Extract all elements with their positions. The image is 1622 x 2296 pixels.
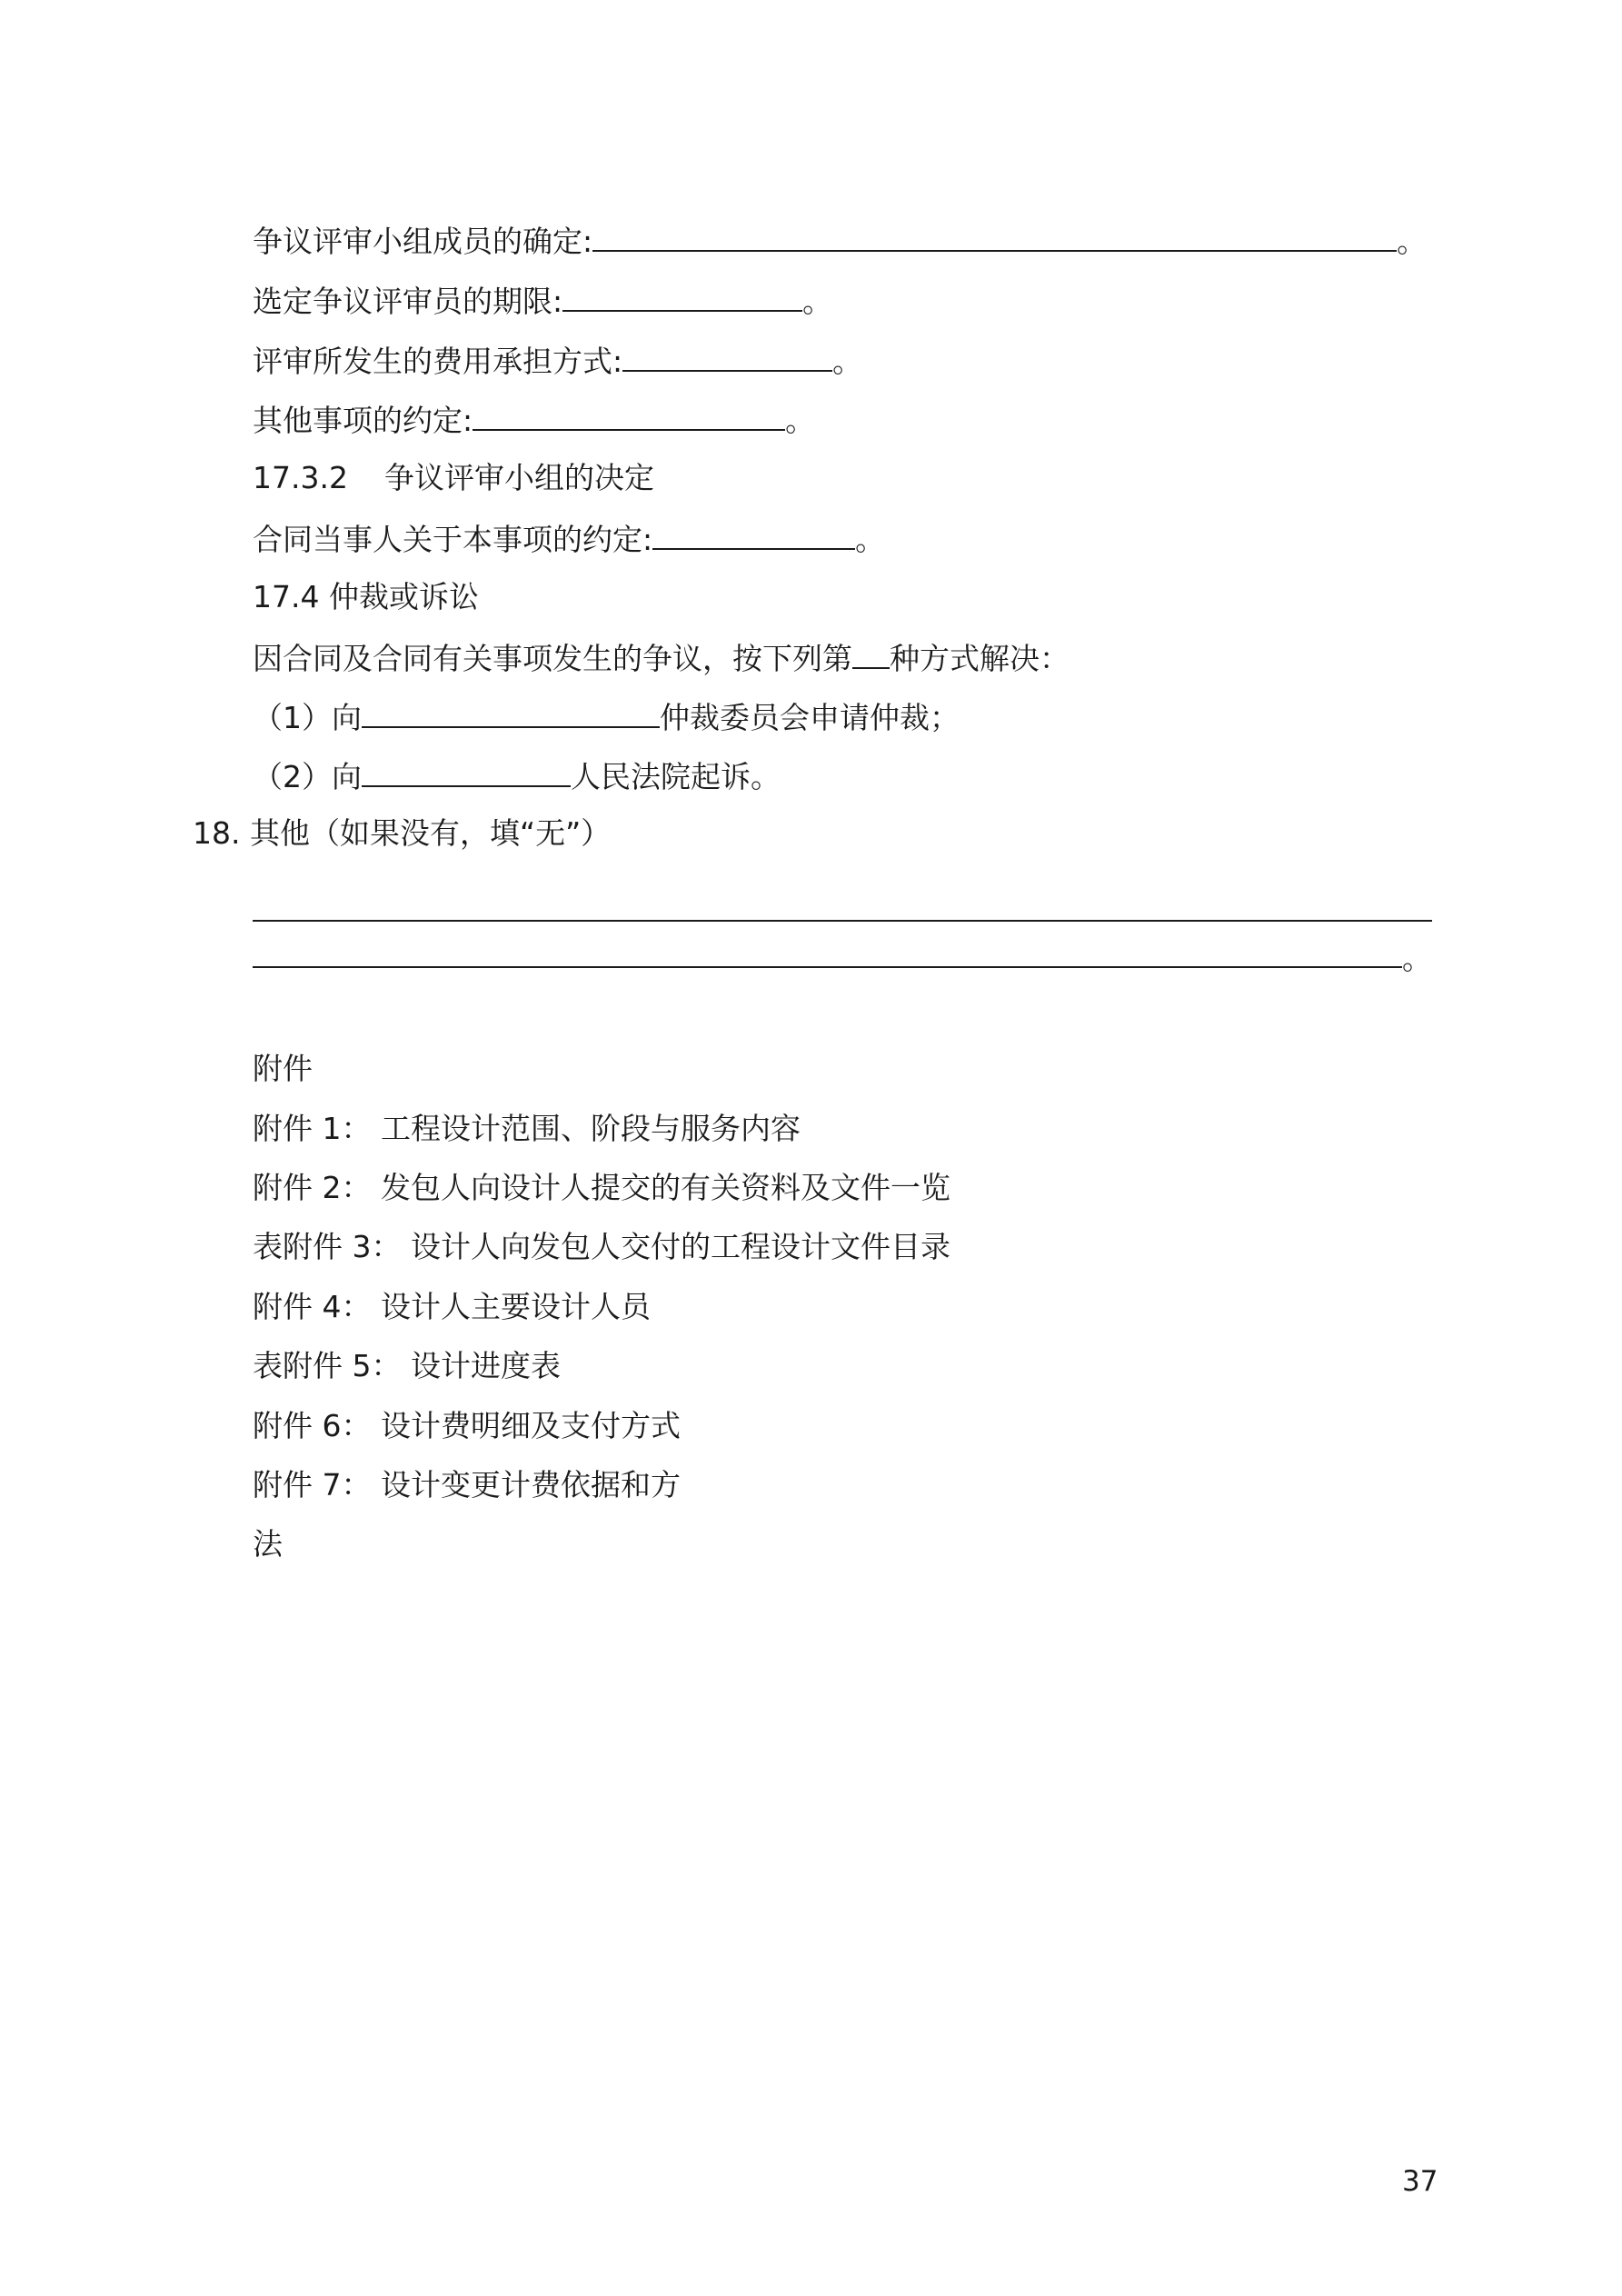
- cost-end: 。: [832, 344, 863, 379]
- attachment-item-wrap: 法: [253, 1526, 283, 1562]
- section-title: 争议评审小组的决定: [383, 460, 654, 495]
- members-label: 争议评审小组成员的确定:: [253, 224, 593, 259]
- attachment-item: 表附件 3： 设计人向发包人交付的工程设计文件目录: [253, 1229, 950, 1264]
- clause-dispute-resolution: [253, 636, 1070, 679]
- section-number: 17.3.2: [253, 460, 348, 495]
- court-blank: [362, 754, 571, 787]
- attachment-item: 附件 1： 工程设计范围、阶段与服务内容: [253, 1111, 801, 1146]
- members-end: 。: [1397, 224, 1428, 259]
- clause-party-agreement: [253, 517, 885, 560]
- option1-a: （1）向: [253, 700, 362, 735]
- clause-other-matters: [253, 398, 815, 441]
- dispute-choice-blank: [852, 636, 890, 669]
- section-17-3-2-heading: [253, 458, 654, 498]
- period-end: 。: [802, 284, 833, 319]
- agreement-end: 。: [855, 522, 886, 557]
- option-arbitration: [253, 695, 960, 738]
- attachment-item: 附件 6： 设计费明细及支付方式: [253, 1408, 681, 1443]
- clause-panel-members: [253, 219, 1427, 262]
- section-17-4-heading: [253, 577, 479, 617]
- arbitration-blank: [362, 695, 660, 728]
- option2-b: 人民法院起诉。: [571, 759, 781, 794]
- cost-label: 评审所发生的费用承担方式:: [253, 344, 623, 379]
- section-18-heading: [193, 814, 611, 854]
- section-18-blank-line-2: [253, 966, 1402, 968]
- section-heading-text: 17.4 仲裁或诉讼: [253, 579, 479, 614]
- page-number: 37: [1402, 2165, 1438, 2198]
- attachments-title: 附件: [253, 1051, 313, 1086]
- members-blank: [592, 219, 1397, 252]
- option-litigation: [253, 754, 781, 797]
- section-18-blank-line-1: [253, 920, 1432, 922]
- dispute-text-b: 种方式解决：: [890, 641, 1070, 676]
- attachment-item: 附件 2： 发包人向设计人提交的有关资料及文件一览: [253, 1170, 950, 1205]
- period-label: 选定争议评审员的期限:: [253, 284, 563, 319]
- agreement-label: 合同当事人关于本事项的约定:: [253, 522, 653, 557]
- dispute-text-a: 因合同及合同有关事项发生的争议，按下列第: [253, 641, 852, 676]
- section-18-end: 。: [1402, 941, 1432, 976]
- other-label: 其他事项的约定:: [253, 403, 473, 438]
- other-end: 。: [785, 403, 816, 438]
- attachment-item: 附件 7： 设计变更计费依据和方: [253, 1467, 681, 1502]
- option1-b: 仲裁委员会申请仲裁；: [660, 700, 960, 735]
- section-18-title: 18. 其他（如果没有，填“无”）: [193, 815, 612, 851]
- cost-blank: [622, 339, 832, 372]
- other-blank: [473, 398, 785, 431]
- period-blank: [562, 279, 802, 312]
- option2-a: （2）向: [253, 759, 362, 794]
- attachment-item: 表附件 5： 设计进度表: [253, 1348, 561, 1383]
- clause-cost-bearing: [253, 339, 862, 382]
- agreement-blank: [652, 517, 855, 550]
- clause-selection-period: [253, 279, 832, 322]
- attachment-item: 附件 4： 设计人主要设计人员: [253, 1289, 651, 1324]
